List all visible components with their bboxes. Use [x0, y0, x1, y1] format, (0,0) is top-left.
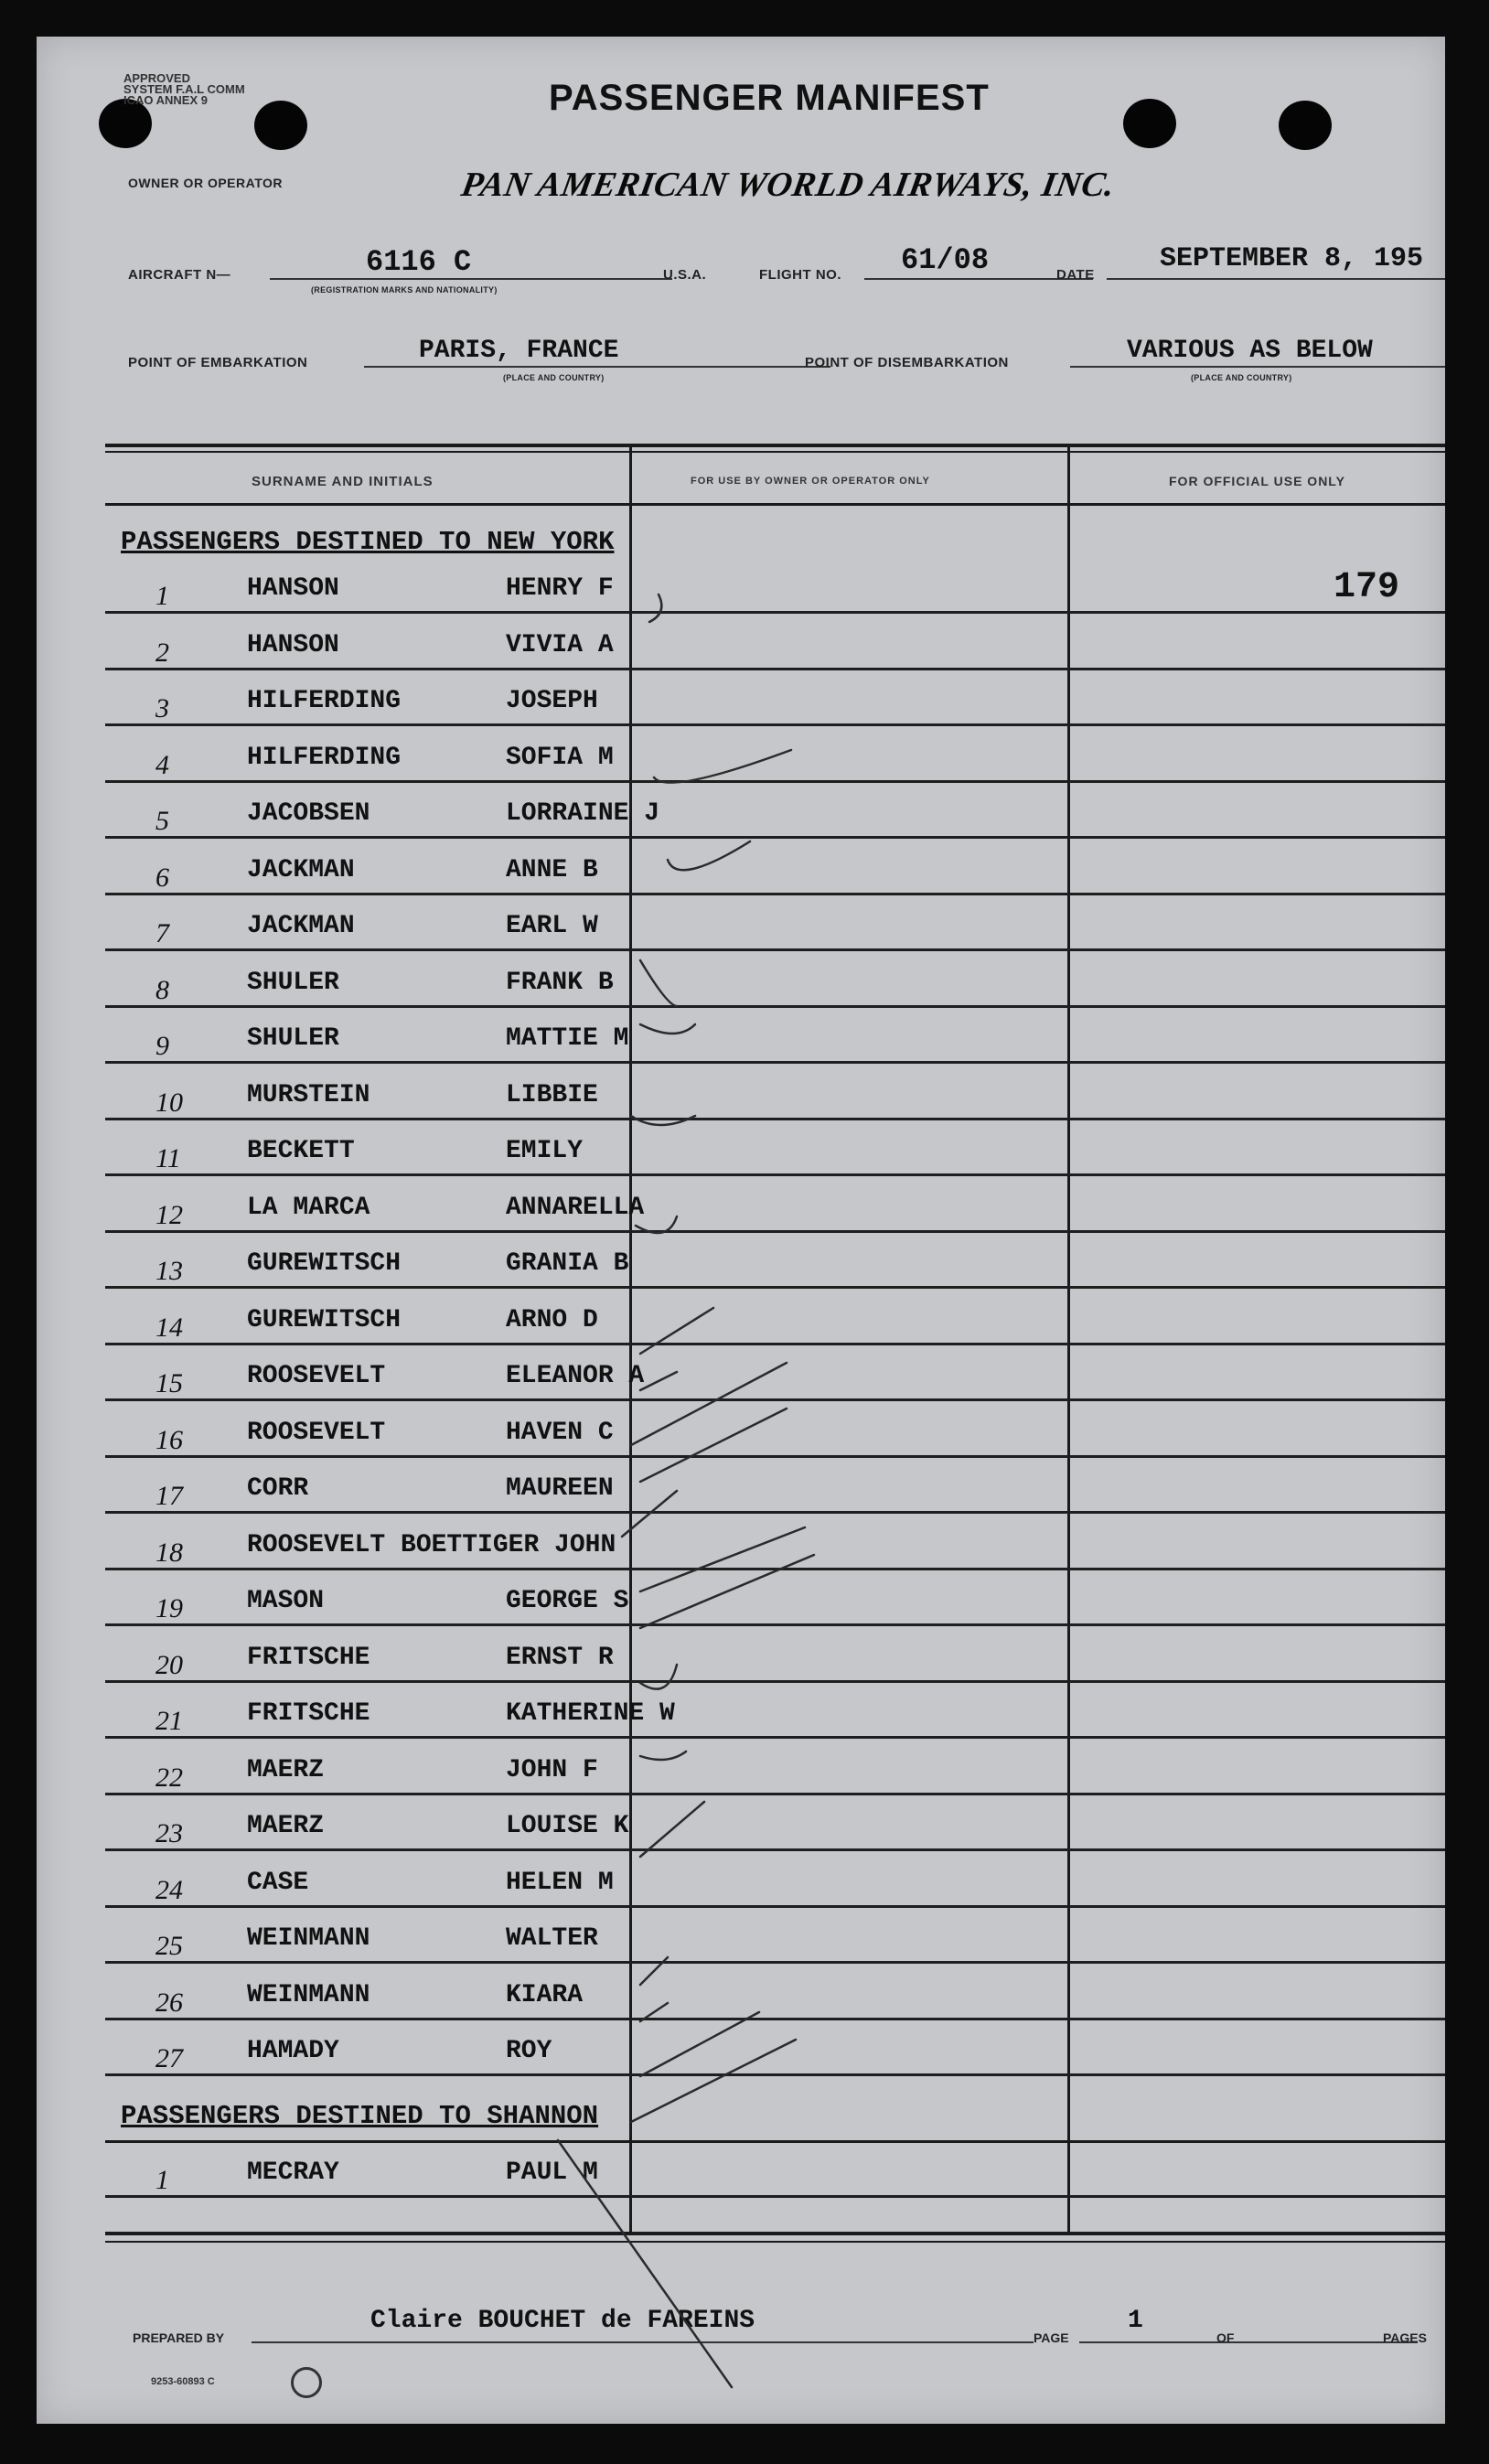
- passenger-given-name: MAUREEN: [506, 1474, 614, 1503]
- disembark-value: VARIOUS AS BELOW: [1127, 337, 1373, 365]
- row-number: 19: [155, 1593, 183, 1623]
- official-number: 179: [1334, 567, 1400, 608]
- list-item: [105, 1965, 1445, 2020]
- passenger-given-name: ANNE B: [506, 855, 598, 884]
- passenger-surname: HILFERDING: [247, 743, 402, 772]
- passenger-surname: CASE: [247, 1868, 309, 1897]
- passenger-surname: JACKMAN: [247, 855, 355, 884]
- row-number: 16: [155, 1424, 183, 1455]
- passenger-given-name: KATHERINE W: [506, 1699, 675, 1728]
- passenger-surname: CORR: [247, 1474, 309, 1503]
- form-number: 9253-60893 C: [151, 2376, 215, 2387]
- list-item: [105, 1627, 1445, 1683]
- manifest-page: [37, 37, 1445, 2424]
- list-item: [105, 727, 1445, 783]
- disembark-sub: (PLACE AND COUNTRY): [1191, 373, 1292, 382]
- passenger-given-name: GEORGE S: [506, 1587, 629, 1615]
- row-number: 6: [155, 862, 169, 893]
- passenger-surname: HANSON: [247, 574, 339, 603]
- list-item: [105, 1345, 1445, 1401]
- row-number: 7: [155, 918, 169, 948]
- list-item: [105, 2020, 1445, 2076]
- passenger-surname: MURSTEIN: [247, 1080, 370, 1109]
- owner-label: OWNER OR OPERATOR: [128, 176, 283, 190]
- row-number: 12: [155, 1199, 183, 1230]
- embark-label: POINT OF EMBARKATION: [128, 355, 308, 370]
- passenger-given-name: MATTIE M: [506, 1024, 629, 1053]
- row-number: 18: [155, 1537, 183, 1568]
- passenger-given-name: KIARA: [506, 1980, 584, 2009]
- passenger-surname: WEINMANN: [247, 1980, 370, 2009]
- passenger-given-name: ERNST R: [506, 1643, 614, 1672]
- passenger-given-name: LORRAINE J: [506, 799, 660, 828]
- list-item: [105, 1852, 1445, 1908]
- row-number: 2: [155, 637, 169, 668]
- list-item: [105, 1233, 1445, 1289]
- passenger-given-name: HENRY F: [506, 574, 614, 603]
- passenger-surname: FRITSCHE: [247, 1699, 370, 1728]
- row-number: 1: [155, 581, 169, 611]
- row-number: 17: [155, 1481, 183, 1511]
- passenger-surname: HAMADY: [247, 2037, 339, 2065]
- list-item: [105, 1683, 1445, 1739]
- list-item: [105, 1570, 1445, 1626]
- date-label: DATE: [1056, 267, 1095, 283]
- row-number: 13: [155, 1256, 183, 1286]
- passenger-surname: LA MARCA: [247, 1193, 370, 1222]
- row-number: 20: [155, 1649, 183, 1680]
- passenger-given-name: SOFIA M: [506, 743, 614, 772]
- flight-value: 61/08: [901, 243, 990, 277]
- passenger-surname: HANSON: [247, 630, 339, 659]
- section-shannon: PASSENGERS DESTINED TO SHANNON: [121, 2101, 599, 2131]
- list-item: [105, 1515, 1445, 1570]
- passenger-surname: GUREWITSCH: [247, 1305, 402, 1334]
- list-item: [105, 1402, 1445, 1458]
- aircraft-sub: (REGISTRATION MARKS AND NATIONALITY): [311, 285, 498, 295]
- passenger-given-name: HAVEN C: [506, 1418, 614, 1447]
- approval-stamp: APPROVED SYSTEM F.A.L COMM ICAO ANNEX 9: [123, 71, 245, 107]
- passenger-surname: ROOSEVELT BOETTIGER JOHN: [247, 1530, 616, 1559]
- row-number: 27: [155, 2043, 183, 2073]
- prepared-by: Claire BOUCHET de FAREINS: [370, 2307, 755, 2335]
- embark-value: PARIS, FRANCE: [419, 337, 619, 365]
- row-number: 24: [155, 1874, 183, 1905]
- passenger-surname: SHULER: [247, 1024, 339, 1053]
- passenger-given-name: EMILY: [506, 1137, 584, 1165]
- row-number: 25: [155, 1931, 183, 1961]
- passenger-surname: ROOSEVELT: [247, 1418, 386, 1447]
- prepared-label: PREPARED BY: [133, 2330, 225, 2345]
- row-number: 11: [155, 1143, 181, 1173]
- row-number: 1: [155, 2165, 169, 2195]
- passenger-given-name: JOSEPH: [506, 687, 598, 715]
- list-item: [105, 1065, 1445, 1120]
- passenger-given-name: FRANK B: [506, 968, 614, 997]
- row-number: 15: [155, 1368, 183, 1398]
- row-number: 4: [155, 749, 169, 780]
- col-surname: SURNAME AND INITIALS: [252, 474, 434, 489]
- col-official-use: FOR OFFICIAL USE ONLY: [1169, 474, 1345, 488]
- passenger-given-name: ELEANOR A: [506, 1362, 645, 1390]
- list-item: [105, 1795, 1445, 1851]
- row-number: 8: [155, 974, 169, 1005]
- list-item: [105, 952, 1445, 1008]
- disembark-label: POINT OF DISEMBARKATION: [805, 355, 1009, 370]
- passenger-given-name: LIBBIE: [506, 1080, 598, 1109]
- row-number: 3: [155, 693, 169, 723]
- passenger-given-name: LOUISE K: [506, 1812, 629, 1840]
- row-number: 5: [155, 806, 169, 836]
- row-number: 10: [155, 1087, 183, 1118]
- punch-hole: [1123, 99, 1176, 148]
- usa-label: U.S.A.: [663, 267, 707, 283]
- date-value: SEPTEMBER 8, 195: [1160, 243, 1424, 274]
- passenger-surname: ROOSEVELT: [247, 1362, 386, 1390]
- aircraft-label: AIRCRAFT N—: [128, 267, 231, 283]
- airline-name: PAN AMERICAN WORLD AIRWAYS, INC.: [458, 166, 1119, 204]
- list-item: [105, 558, 1445, 614]
- passenger-surname: WEINMANN: [247, 1924, 370, 1953]
- embark-sub: (PLACE AND COUNTRY): [503, 373, 605, 382]
- passenger-given-name: PAUL M: [506, 2159, 598, 2187]
- list-item: [105, 840, 1445, 895]
- passenger-given-name: ROY: [506, 2037, 552, 2065]
- passenger-surname: MECRAY: [247, 2159, 339, 2187]
- section-new-york: PASSENGERS DESTINED TO NEW YORK: [121, 527, 615, 557]
- passenger-surname: HILFERDING: [247, 687, 402, 715]
- pages-label: PAGES: [1383, 2330, 1427, 2345]
- row-number: 9: [155, 1031, 169, 1061]
- list-item: [105, 1908, 1445, 1964]
- aircraft-value: 6116 C: [366, 245, 472, 279]
- passenger-surname: GUREWITSCH: [247, 1249, 402, 1278]
- list-item: [105, 783, 1445, 839]
- passenger-given-name: ANNARELLA: [506, 1193, 645, 1222]
- passenger-surname: SHULER: [247, 968, 339, 997]
- list-item: [105, 1290, 1445, 1345]
- list-item: [105, 1740, 1445, 1795]
- page-number: 1: [1128, 2307, 1143, 2335]
- list-item: [105, 1120, 1445, 1176]
- passenger-surname: MAERZ: [247, 1755, 325, 1784]
- passenger-given-name: VIVIA A: [506, 630, 614, 659]
- passenger-surname: BECKETT: [247, 1137, 355, 1165]
- row-number: 23: [155, 1818, 183, 1848]
- passenger-given-name: HELEN M: [506, 1868, 614, 1897]
- passenger-surname: JACKMAN: [247, 912, 355, 940]
- row-number: 26: [155, 1987, 183, 2018]
- passenger-surname: JACOBSEN: [247, 799, 370, 828]
- list-item: [105, 670, 1445, 726]
- list-item: [105, 1458, 1445, 1514]
- flight-label: FLIGHT NO.: [759, 267, 841, 283]
- passenger-surname: MAERZ: [247, 1812, 325, 1840]
- passenger-given-name: WALTER: [506, 1924, 598, 1953]
- of-label: OF: [1216, 2330, 1235, 2345]
- list-item: [105, 615, 1445, 670]
- union-bug-icon: [291, 2367, 322, 2398]
- row-number: 22: [155, 1762, 183, 1793]
- row-number: 21: [155, 1706, 183, 1736]
- list-item: [105, 2142, 1445, 2198]
- list-item: [105, 895, 1445, 951]
- passenger-given-name: ARNO D: [506, 1305, 598, 1334]
- punch-hole: [1279, 101, 1332, 150]
- page-label: PAGE: [1034, 2330, 1069, 2345]
- passenger-given-name: JOHN F: [506, 1755, 598, 1784]
- list-item: [105, 1008, 1445, 1064]
- passenger-surname: FRITSCHE: [247, 1643, 370, 1672]
- passenger-surname: MASON: [247, 1587, 325, 1615]
- row-number: 14: [155, 1312, 183, 1343]
- passenger-given-name: GRANIA B: [506, 1249, 629, 1278]
- list-item: [105, 1177, 1445, 1233]
- punch-hole: [254, 101, 307, 150]
- passenger-given-name: EARL W: [506, 912, 598, 940]
- page-title: PASSENGER MANIFEST: [549, 78, 990, 118]
- col-owner-use: FOR USE BY OWNER OR OPERATOR ONLY: [691, 476, 930, 487]
